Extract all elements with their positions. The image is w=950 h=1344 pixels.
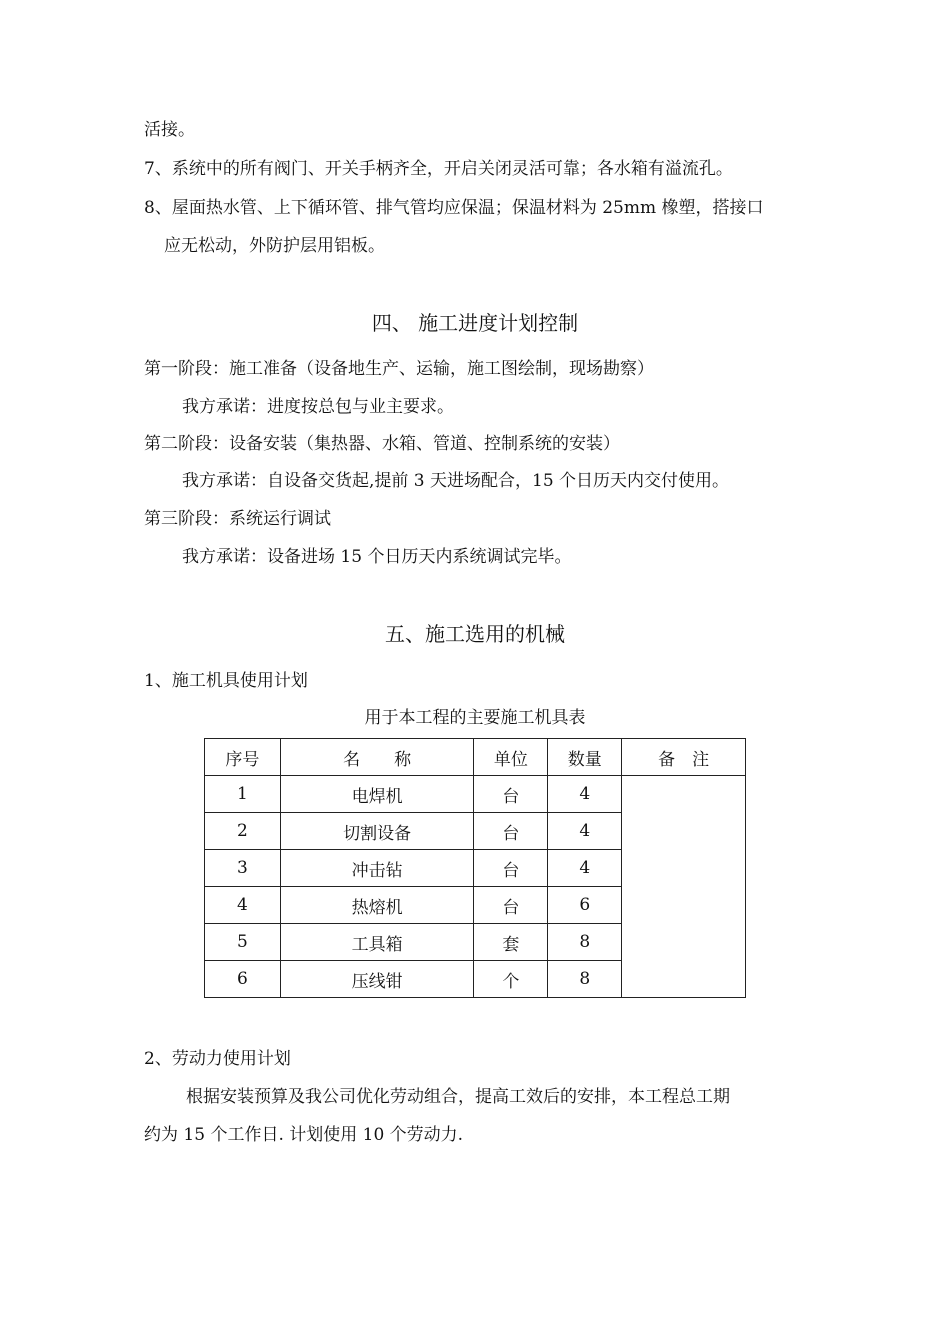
cell-name: 工具箱: [280, 924, 474, 961]
cell-qty: 6: [548, 887, 622, 924]
cell-qty: 8: [548, 961, 622, 998]
labor-paragraph-line1: 根据安装预算及我公司优化劳动组合，提高工效后的安排，本工程总工期: [186, 1087, 730, 1107]
cell-no: 3: [205, 850, 281, 887]
cell-no: 5: [205, 924, 281, 961]
cell-qty: 4: [548, 776, 622, 813]
cell-remark: [622, 776, 746, 998]
stage2-promise: 我方承诺：自设备交货起,提前 3 天进场配合，15 个日历天内交付使用。: [182, 471, 730, 491]
labor-paragraph-line2: 约为 15 个工作日. 计划使用 10 个劳动力.: [144, 1125, 464, 1145]
cell-unit: 台: [474, 887, 548, 924]
cell-unit: 台: [474, 813, 548, 850]
stage1-promise: 我方承诺：进度按总包与业主要求。: [182, 397, 454, 417]
text-line-item8-cont: 应无松动，外防护层用铝板。: [164, 236, 385, 256]
table-row: [205, 776, 746, 813]
table-header-row: [205, 739, 746, 776]
header-no: 序号: [205, 739, 281, 776]
cell-unit: 套: [474, 924, 548, 961]
stage2-text: 第二阶段：设备安装（集热器、水箱、管道、控制系统的安装）: [144, 434, 620, 454]
cell-qty: 4: [548, 850, 622, 887]
subsection1-title: 1、施工机具使用计划: [144, 671, 308, 691]
header-unit: 单位: [474, 739, 548, 776]
table-caption: 用于本工程的主要施工机具表: [364, 708, 586, 728]
cell-qty: 4: [548, 813, 622, 850]
tools-table: [204, 738, 746, 998]
cell-unit: 个: [474, 961, 548, 998]
cell-name: 切割设备: [280, 813, 474, 850]
cell-no: 4: [205, 887, 281, 924]
cell-name: 热熔机: [280, 887, 474, 924]
cell-qty: 8: [548, 924, 622, 961]
cell-unit: 台: [474, 776, 548, 813]
section4-heading: 四、 施工进度计划控制: [371, 311, 579, 335]
section5-heading: 五、施工选用的机械: [385, 622, 565, 646]
cell-name: 冲击钻: [280, 850, 474, 887]
cell-no: 1: [205, 776, 281, 813]
text-line-item7: 7、系统中的所有阀门、开关手柄齐全，开启关闭灵活可靠；各水箱有溢流孔。: [144, 159, 733, 179]
subsection2-title: 2、劳动力使用计划: [144, 1049, 291, 1069]
cell-no: 6: [205, 961, 281, 998]
header-name: 名 称: [280, 739, 474, 776]
cell-no: 2: [205, 813, 281, 850]
stage3-promise: 我方承诺：设备进场 15 个日历天内系统调试完毕。: [182, 547, 572, 567]
header-qty: 数量: [548, 739, 622, 776]
text-line-1: 活接。: [144, 120, 195, 140]
cell-name: 压线钳: [280, 961, 474, 998]
stage3-text: 第三阶段：系统运行调试: [144, 509, 331, 529]
cell-unit: 台: [474, 850, 548, 887]
text-line-item8: 8、屋面热水管、上下循环管、排气管均应保温；保温材料为 25mm 橡塑，搭接口: [144, 198, 764, 218]
stage1-text: 第一阶段：施工准备（设备地生产、运输，施工图绘制，现场勘察）: [144, 359, 654, 379]
header-remark: 备 注: [622, 739, 746, 776]
cell-name: 电焊机: [280, 776, 474, 813]
